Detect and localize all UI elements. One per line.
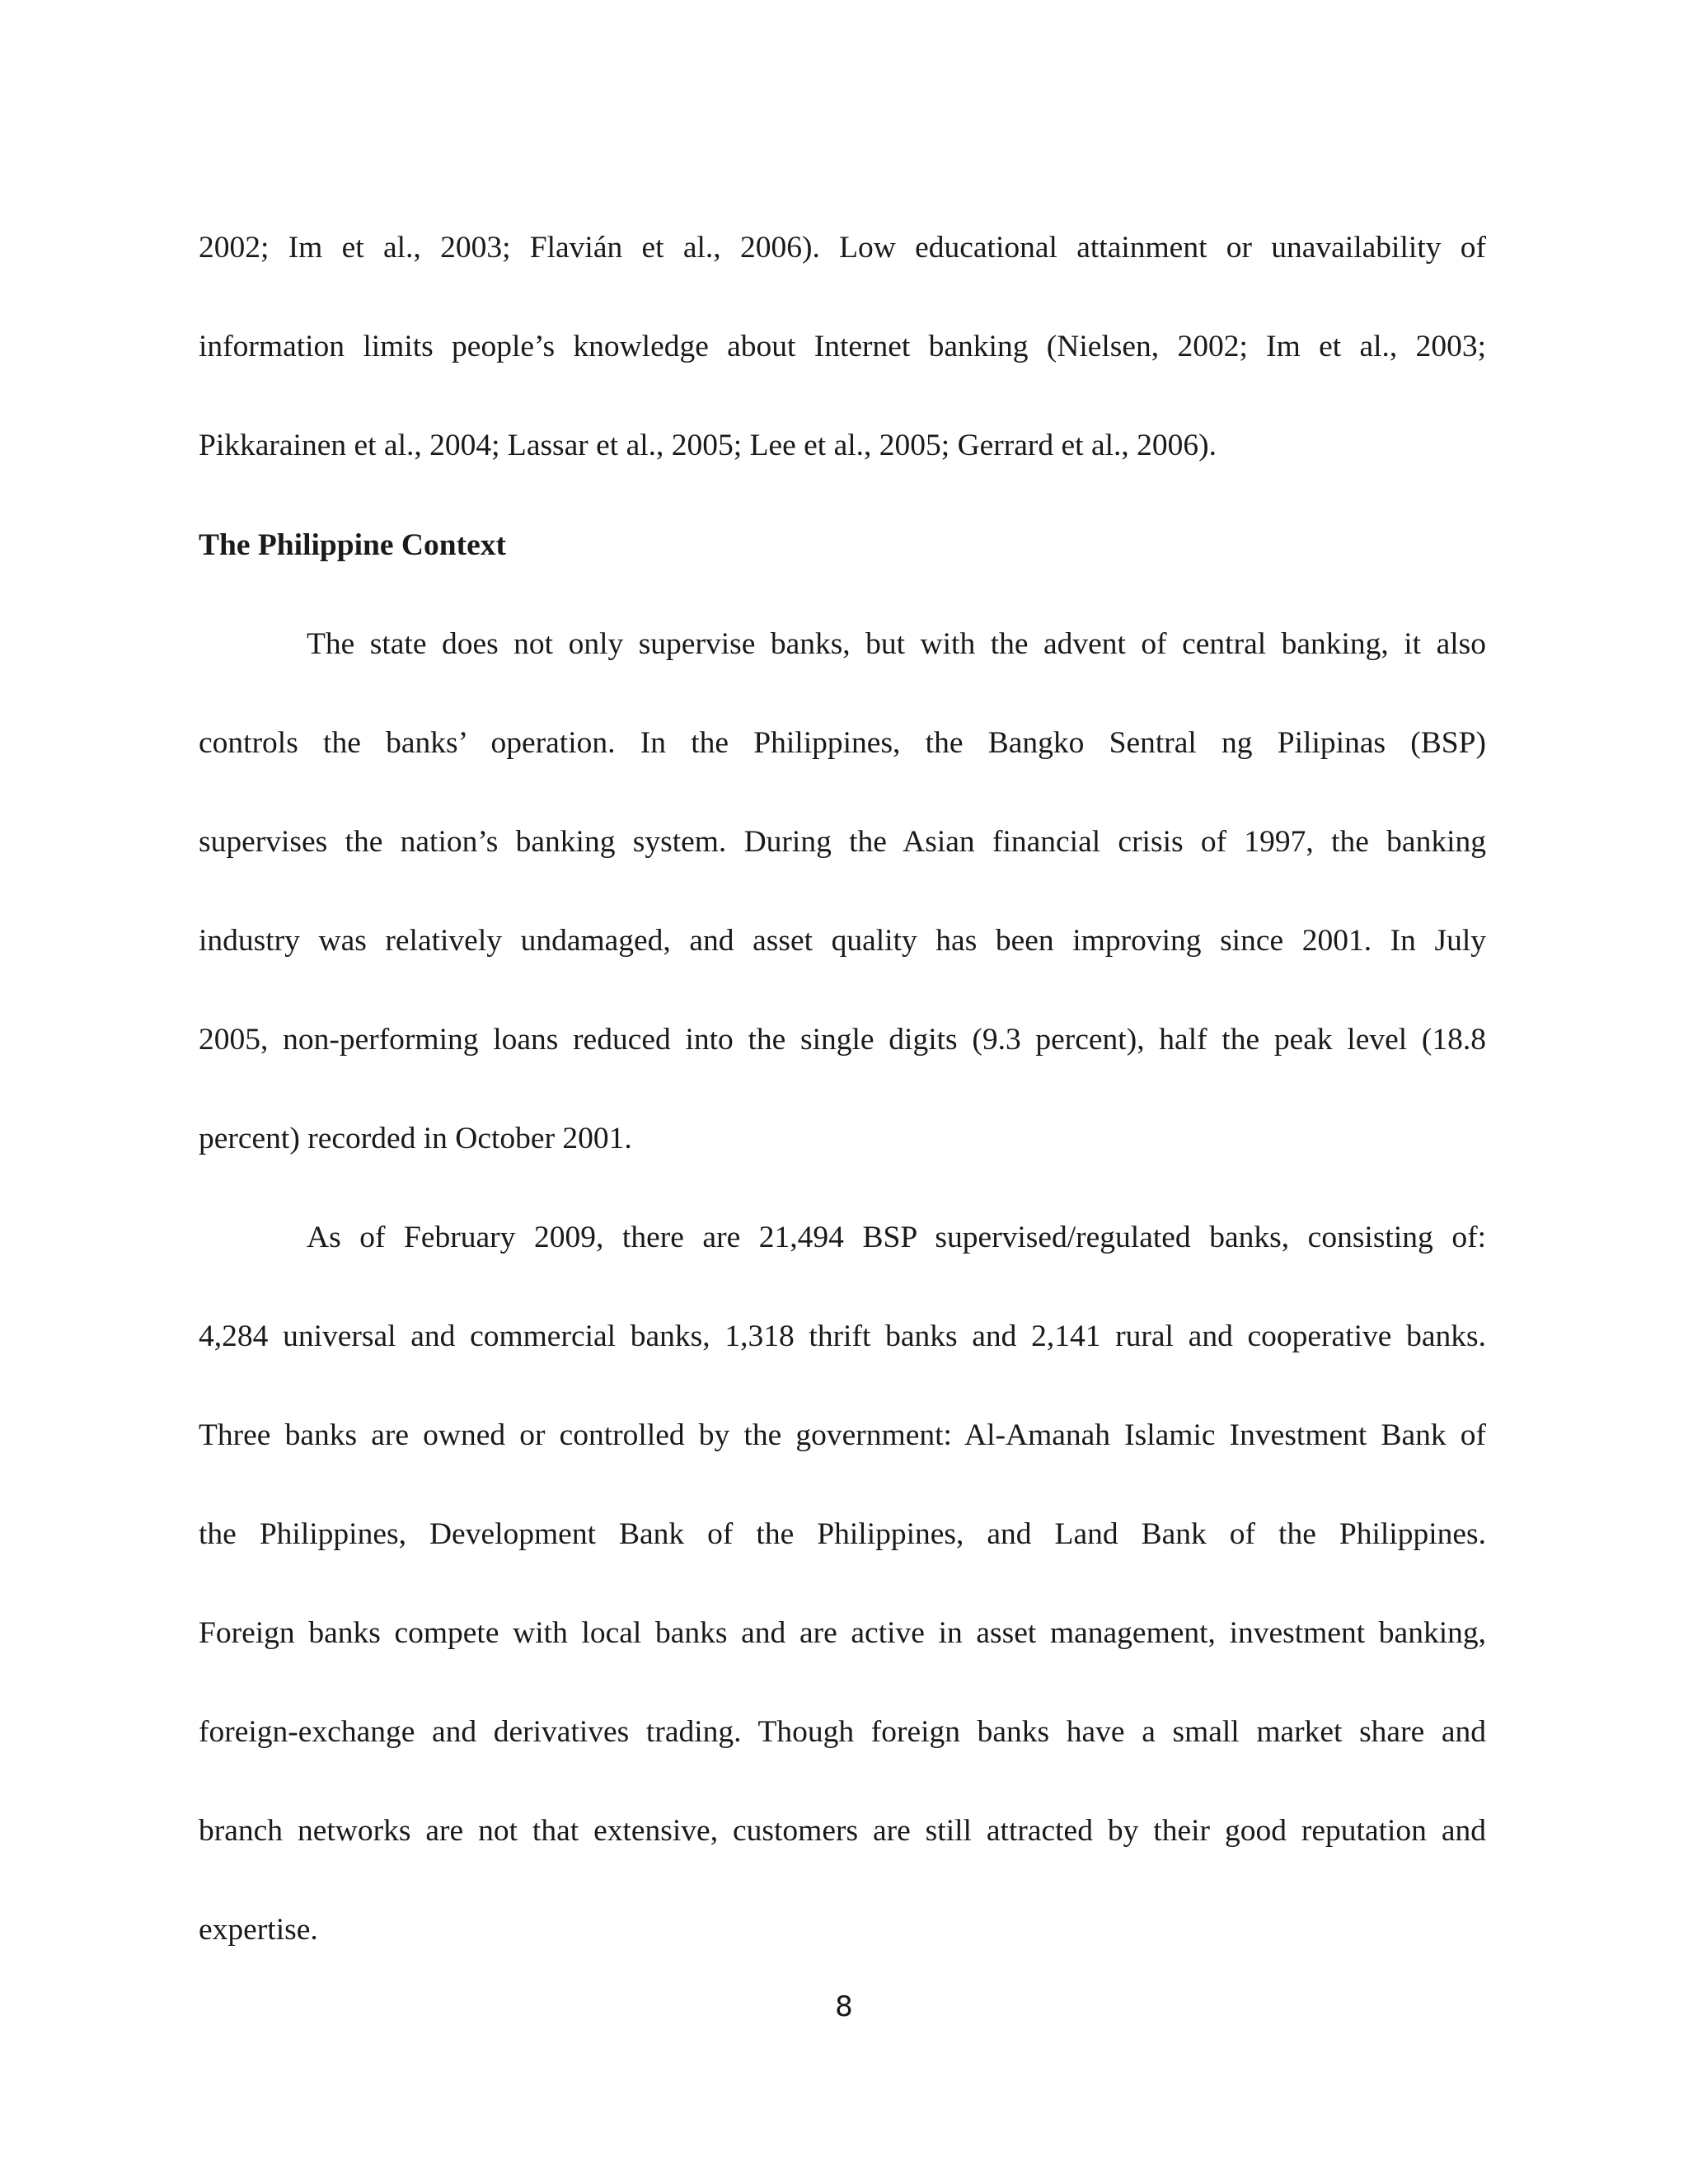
paragraph-line: Pikkarainen et al., 2004; Lassar et al., 2005; Lee et al., 2005; Gerrard et al., 2006). — [199, 429, 1217, 462]
paragraph-line: the Philippines, Development Bank of the Philippines, and Land Bank of the Philippines. — [199, 1517, 1486, 1551]
paragraph-line: The state does not only supervise banks, but with the advent of central banking, it also — [307, 627, 1486, 661]
paragraph-line: Foreign banks compete with local banks and are active in asset management, investment banking, — [199, 1616, 1486, 1650]
paragraph-line: 4,284 universal and commercial banks, 1,318 thrift banks and 2,141 rural and cooperative banks. — [199, 1319, 1486, 1353]
paragraph-line: industry was relatively undamaged, and asset quality has been improving since 2001. In July — [199, 924, 1486, 958]
paragraph-line: percent) recorded in October 2001. — [199, 1122, 632, 1155]
paragraph-line: information limits people’s knowledge about Internet banking (Nielsen, 2002; Im et al., 2003; — [199, 330, 1486, 363]
paragraph-line: expertise. — [199, 1913, 318, 1947]
paragraph-bank-counts — [199, 1188, 1486, 1980]
paragraph-line: 2002; Im et al., 2003; Flavián et al., 2006). Low educational attainment or unavailability of — [199, 231, 1486, 265]
paragraph-line: 2005, non-performing loans reduced into the single digits (9.3 percent), half the peak level (18.8 — [199, 1023, 1486, 1057]
paragraph-state-supervision — [199, 595, 1486, 1188]
paragraph-line: supervises the nation’s banking system. During the Asian financial crisis of 1997, the banking — [199, 825, 1486, 859]
section-heading: The Philippine Context — [199, 528, 506, 562]
page-number: 8 — [835, 1990, 853, 2023]
paragraph-citations — [199, 199, 1486, 495]
paragraph-line: branch networks are not that extensive, customers are still attracted by their good reputation and — [199, 1814, 1486, 1848]
paragraph-line: controls the banks’ operation. In the Philippines, the Bangko Sentral ng Pilipinas (BSP) — [199, 726, 1486, 760]
paragraph-line: As of February 2009, there are 21,494 BSP supervised/regulated banks, consisting of: — [307, 1221, 1486, 1254]
paragraph-line: Three banks are owned or controlled by the government: Al-Amanah Islamic Investment Bank of — [199, 1418, 1486, 1452]
paragraph-line: foreign-exchange and derivatives trading. Though foreign banks have a small market share and — [199, 1715, 1486, 1749]
